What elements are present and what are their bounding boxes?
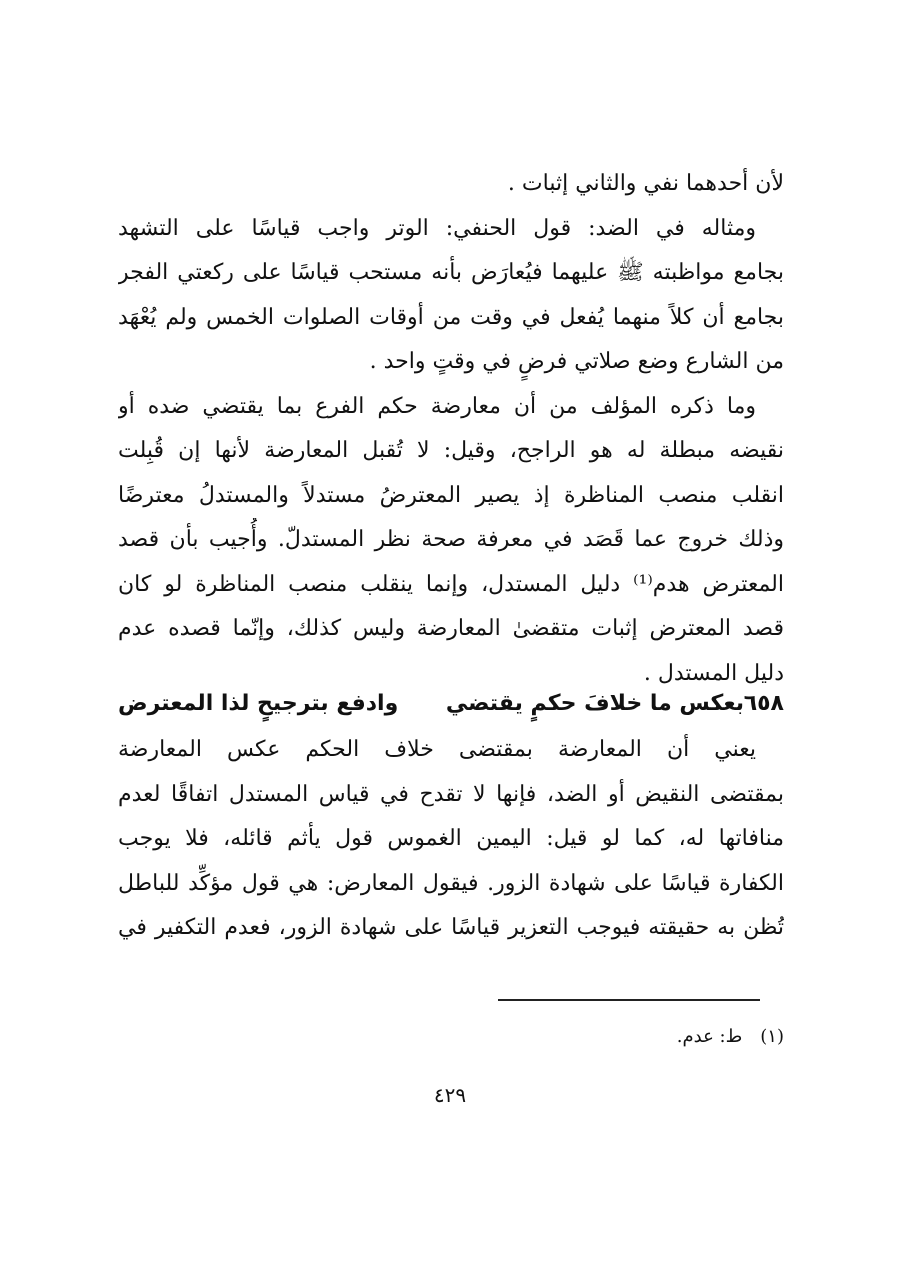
text-line: دليل المستدل . xyxy=(643,660,784,686)
verse-hemistich-second: وادفع بترجيحٍ لذا المعترض xyxy=(118,691,399,716)
text-line: نقيضه مبطلة له هو الراجح، وقيل: لا تُقبل المعارضة لأنها إن قُبِلت xyxy=(118,438,784,463)
footnote-marker: (١) xyxy=(760,1026,784,1047)
text-line: بجامع أن كلاً منهما يُفعل في وقت من أوقات الصلوات الخمس ولم يُعْهَد xyxy=(118,304,784,330)
page-number: ٤٢٩ xyxy=(433,1083,467,1107)
verse-number: ٦٥٨ xyxy=(743,691,784,716)
verse-line xyxy=(118,682,784,726)
footnote-text: ط: عدم. xyxy=(676,1026,743,1047)
text-line: وما ذكره المؤلف من أن معارضة حكم الفرع بما يقتضي ضده أو xyxy=(118,393,756,419)
text-line: بمقتضى النقيض أو الضد، فإنها لا تقدح في قياس المستدل اتفاقًا لعدم xyxy=(118,781,784,807)
text-line: تُظن به حقيقته فيوجب التعزير قياسًا على شهادة الزور، فعدم التكفير في xyxy=(118,915,784,940)
text-line: ومثاله في الضد: قول الحنفي: الوتر واجب قياسًا على التشهد xyxy=(118,215,756,241)
verse-hemistich-first: بعكس ما خلافَ حكمٍ يقتضي xyxy=(445,691,744,716)
text-line: وذلك خروج عما قَصَد في معرفة صحة نظر المستدلّ. وأُجيب بأن قصد xyxy=(118,527,784,552)
text-line: لأن أحدهما نفي والثاني إثبات . xyxy=(507,171,784,196)
text-line: قصد المعترض إثبات متقضىٰ المعارضة وليس كذلك، وإنّما قصده عدم xyxy=(118,616,784,641)
footnote-separator xyxy=(498,999,760,1001)
text-line: بجامع مواظبته ﷺ عليهما فيُعارَض بأنه مستحب قياسًا على ركعتي الفجر xyxy=(118,260,784,285)
text-line: يعني أن المعارضة بمقتضى خلاف الحكم عكس المعارضة xyxy=(118,737,756,762)
main-text xyxy=(118,162,784,696)
text-line: منافاتها له، كما لو قيل: اليمين الغموس قول يأثم قائله، فلا يوجب xyxy=(118,826,784,851)
footnote xyxy=(659,1022,784,1052)
text-line: من الشارع وضع صلاتي فرضٍ في وقتٍ واحد . xyxy=(369,349,784,374)
text-line: المعترض هدم⁽¹⁾ دليل المستدل، وإنما ينقلب منصب المناظرة لو كان xyxy=(118,571,784,597)
text-line: الكفارة قياسًا على شهادة الزور. فيقول المعارض: هي قول مؤكِّد للباطل xyxy=(118,870,784,896)
commentary-text xyxy=(118,728,784,951)
text-line: انقلب منصب المناظرة إذ يصير المعترضُ مستدلاً والمستدلُ معترضًا xyxy=(118,482,784,508)
